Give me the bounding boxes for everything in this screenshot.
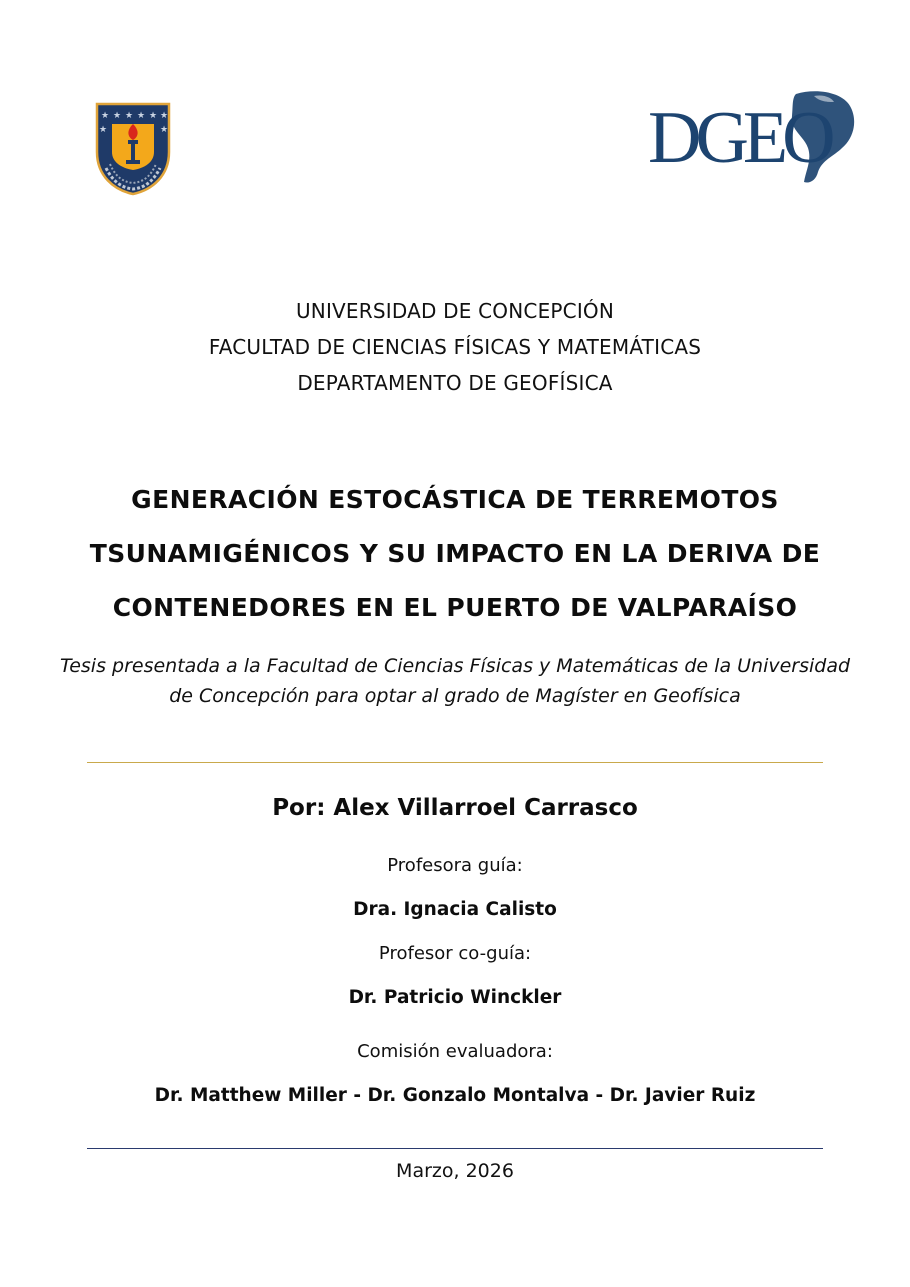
university-crest-logo	[94, 102, 172, 196]
department-name: DEPARTAMENTO DE GEOFÍSICA	[297, 371, 613, 395]
svg-text:★: ★	[99, 125, 108, 135]
advisor-name: Dra. Ignacia Calisto	[353, 899, 557, 920]
dgeo-wordmark: DGEO	[648, 97, 830, 179]
bottom-divider	[87, 1148, 823, 1149]
advisor-label: Profesora guía:	[387, 855, 523, 876]
svg-text:★: ★	[113, 111, 122, 121]
dgeo-logo	[646, 86, 864, 190]
svg-text:★: ★	[149, 111, 158, 121]
thesis-subtitle-line-1: Tesis presentada a la Facultad de Ciencias Físicas y Matemáticas de la Universidad	[59, 655, 851, 677]
thesis-title-line-3: CONTENEDORES EN EL PUERTO DE VALPARAÍSO	[112, 593, 798, 622]
author-line: Por: Alex Villarroel Carrasco	[272, 795, 638, 821]
date: Marzo, 2026	[396, 1160, 514, 1182]
thesis-title-line-2: TSUNAMIGÉNICOS Y SU IMPACTO EN LA DERIVA DE	[89, 539, 821, 568]
thesis-title-line-1: GENERACIÓN ESTOCÁSTICA DE TERREMOTOS	[131, 485, 779, 514]
svg-text:★: ★	[125, 111, 134, 121]
top-divider	[87, 762, 823, 763]
committee-label: Comisión evaluadora:	[357, 1041, 553, 1062]
svg-text:★: ★	[101, 111, 110, 121]
svg-text:★: ★	[160, 125, 169, 135]
coadvisor-label: Profesor co-guía:	[378, 943, 532, 964]
thesis-subtitle-line-2: de Concepción para optar al grado de Magíster en Geofísica	[169, 685, 741, 707]
coadvisor-name: Dr. Patricio Winckler	[348, 987, 562, 1008]
svg-text:★: ★	[160, 111, 169, 121]
svg-text:★: ★	[137, 111, 146, 121]
university-name: UNIVERSIDAD DE CONCEPCIÓN	[295, 299, 615, 323]
faculty-name: FACULTAD DE CIENCIAS FÍSICAS Y MATEMÁTICAS	[208, 335, 702, 359]
committee-names: Dr. Matthew Miller - Dr. Gonzalo Montalva - Dr. Javier Ruiz	[154, 1085, 756, 1106]
